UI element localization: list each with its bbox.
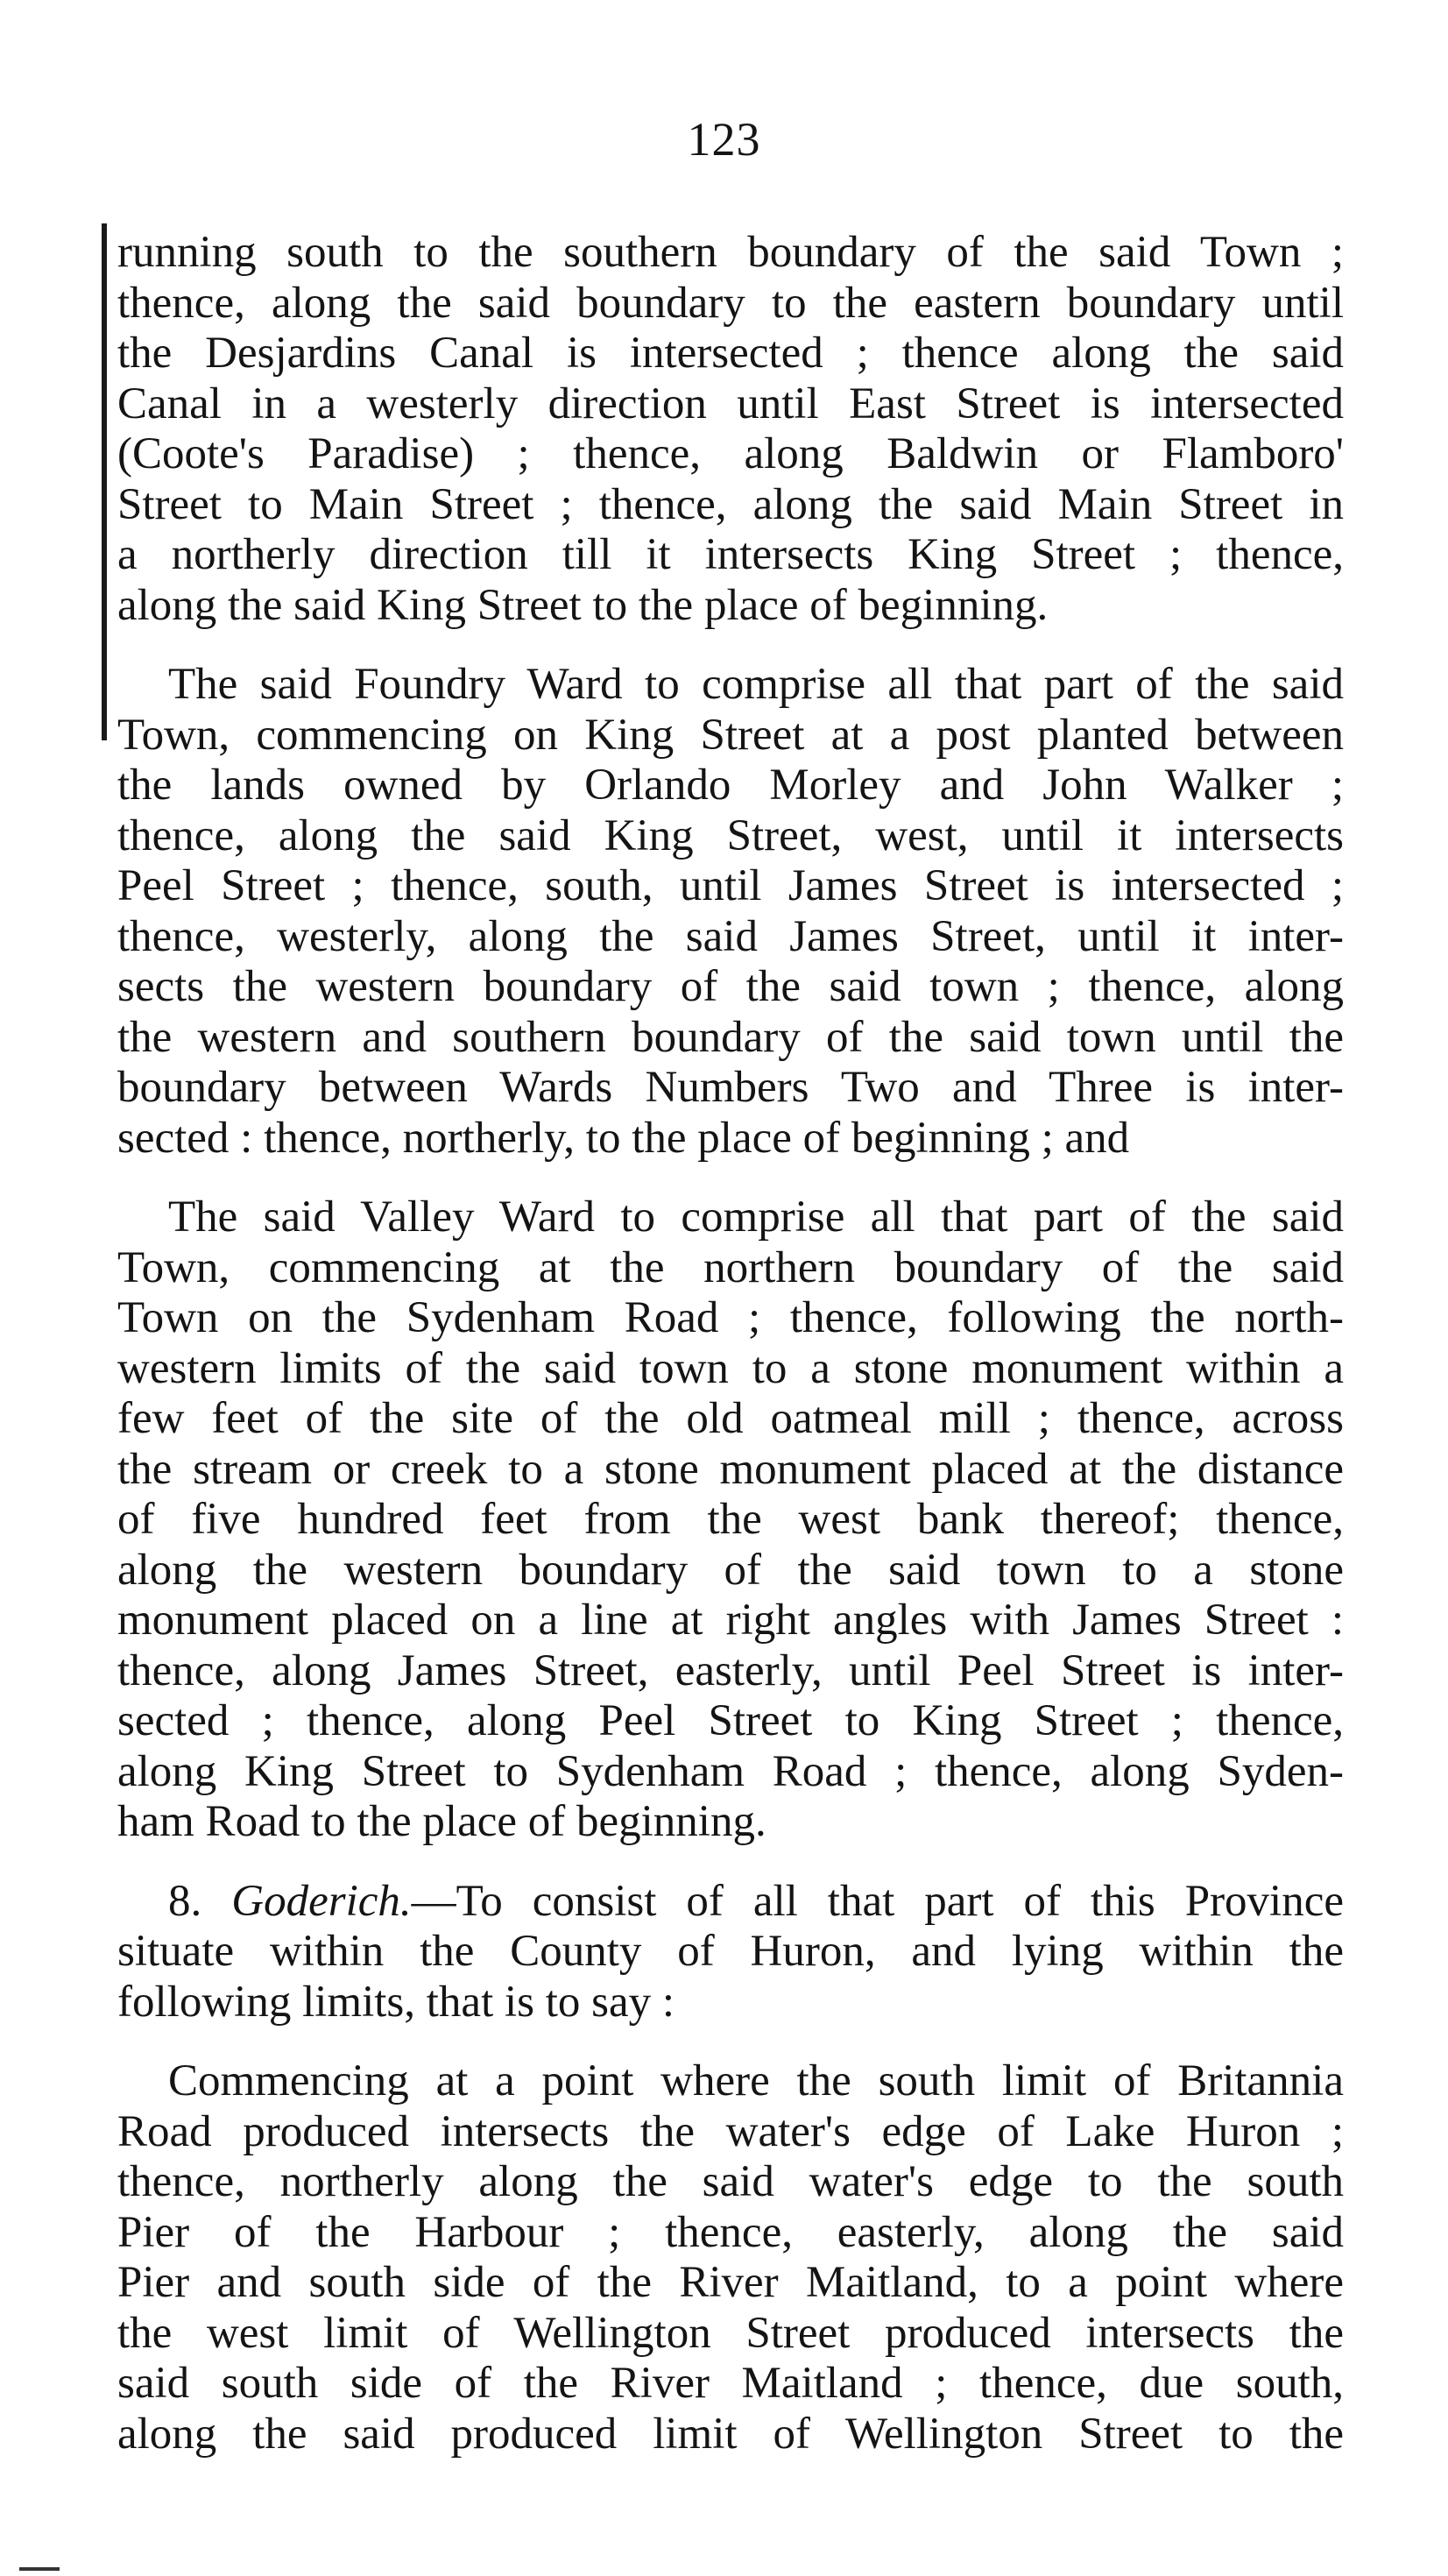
text-line: Peel Street ; thence, south, until James Street is intersected ; <box>117 861 1344 910</box>
text-line: Town on the Sydenham Road ; thence, following the north- <box>117 1293 1344 1342</box>
text-line: few feet of the site of the old oatmeal mill ; thence, across <box>117 1394 1344 1443</box>
text-line <box>117 1877 1344 1928</box>
text-line: Pier and south side of the River Maitland, to a point where <box>117 2258 1344 2307</box>
text-body <box>117 228 1344 2488</box>
text-line: along the said King Street to the place of beginning. <box>117 580 1049 630</box>
text-line: Pier of the Harbour ; thence, easterly, along the said <box>117 2207 1344 2257</box>
text-line: sects the western boundary of the said town ; thence, along <box>117 962 1344 1011</box>
text-line: monument placed on a line at right angles with James Street : <box>117 1596 1344 1645</box>
text-line: sected : thence, northerly, to the place of beginning ; and <box>117 1113 1130 1163</box>
text-line: situate within the County of Huron, and lying within the <box>117 1927 1344 1976</box>
section-heading: Goderich. <box>231 1876 412 1926</box>
text-line: along the said produced limit of Wellington Street to the <box>117 2409 1344 2459</box>
text-line: western limits of the said town to a stone monument within a <box>117 1343 1344 1393</box>
text-line: the Desjardins Canal is intersected ; thence along the said <box>117 329 1344 378</box>
text-line: thence, along James Street, easterly, until Peel Street is inter- <box>117 1645 1344 1695</box>
text-line: thence, along the said King Street, west, until it intersects <box>117 810 1344 860</box>
text-line: Canal in a westerly direction until East Street is intersected <box>117 379 1344 428</box>
text-line: said south side of the River Maitland ; thence, due south, <box>117 2359 1344 2408</box>
scan-edge-mark <box>19 2567 60 2571</box>
text-line: (Coote's Paradise) ; thence, along Baldwin or Flamboro' <box>117 429 1344 478</box>
paragraph-goderich <box>117 1877 1344 2028</box>
text-line: along King Street to Sydenham Road ; thence, along Syden- <box>117 1746 1344 1796</box>
page-number: 123 <box>687 113 761 166</box>
text-line: following limits, that is to say : <box>117 1977 675 2027</box>
text-line: Commencing at a point where the south limit of Britannia <box>168 2056 1344 2105</box>
text-line: sected ; thence, along Peel Street to King Street ; thence, <box>117 1696 1344 1745</box>
text-line: thence, northerly along the said water's edge to the south <box>117 2157 1344 2206</box>
text-line: the west limit of Wellington Street produced intersects the <box>117 2308 1344 2358</box>
text-line: Town, commencing on King Street at a post planted between <box>117 710 1344 760</box>
paragraph-foundry-ward <box>117 660 1344 1164</box>
text-line: Road produced intersects the water's edge of Lake Huron ; <box>117 2106 1344 2156</box>
text-line: the western and southern boundary of the said town until the <box>117 1012 1344 1062</box>
paragraph-continuation <box>117 228 1344 631</box>
text-line: of five hundred feet from the west bank thereof; thence, <box>117 1495 1344 1544</box>
text-line: the lands owned by Orlando Morley and John Walker ; <box>117 761 1344 810</box>
text-line: thence, westerly, along the said James Street, until it inter- <box>117 911 1344 961</box>
text-line: Town, commencing at the northern boundary of the said <box>117 1242 1344 1292</box>
text-line: along the western boundary of the said town to a stone <box>117 1545 1344 1595</box>
section-lead-text: —To consist of all that part of this Province <box>411 1876 1344 1926</box>
text-line: The said Valley Ward to comprise all that part of the said <box>168 1192 1344 1242</box>
text-line: Street to Main Street ; thence, along the said Main Street in <box>117 479 1344 529</box>
text-line: a northerly direction till it intersects King Street ; thence, <box>117 530 1344 579</box>
paragraph-commencing <box>117 2056 1344 2459</box>
paragraph-valley-ward <box>117 1192 1344 1848</box>
margin-rule <box>102 223 107 740</box>
text-line: ham Road to the place of beginning. <box>117 1797 766 1846</box>
text-line: boundary between Wards Numbers Two and Three is inter- <box>117 1063 1344 1112</box>
text-line: running south to the southern boundary of the said Town ; <box>117 228 1344 277</box>
section-number: 8. <box>168 1876 202 1926</box>
text-line: thence, along the said boundary to the eastern boundary until <box>117 278 1344 328</box>
text-line: The said Foundry Ward to comprise all that part of the said <box>168 660 1344 709</box>
text-line: the stream or creek to a stone monument placed at the distance <box>117 1444 1344 1494</box>
